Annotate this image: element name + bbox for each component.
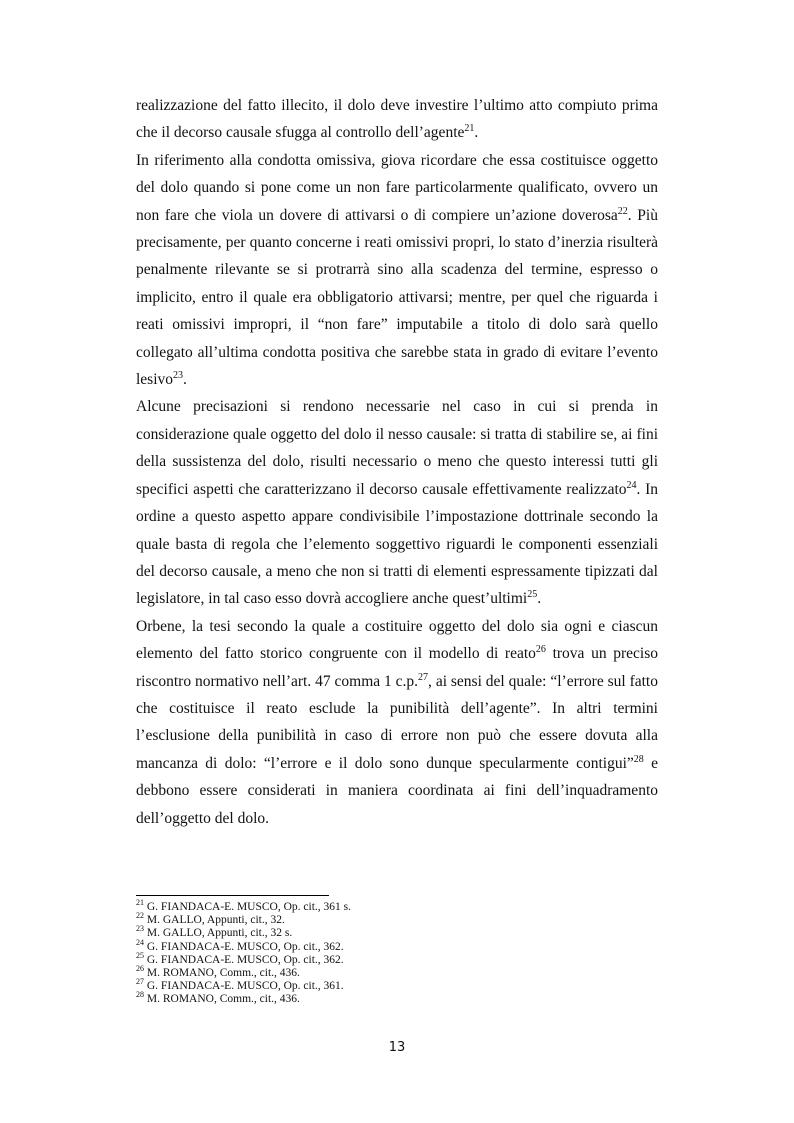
footnote-ref-22: 22	[617, 205, 628, 217]
footnote: $^{25}$ G. FIANDACA-E. MUSCO, Op. cit., 362.	[136, 950, 344, 966]
page-number: 13	[388, 1040, 406, 1055]
footnote-separator	[136, 895, 329, 896]
paragraph-1: realizzazione del fatto illecito, il dolo deve investire l’ultimo atto compiuto prima che il decorso causale sfugga al controllo dell’agente$^{21}$.	[136, 97, 658, 142]
footnote-ref-24: 24	[626, 479, 637, 491]
footnote: $^{22}$ M. GALLO, Appunti, cit., 32.	[136, 911, 285, 927]
footnote: $^{28}$ M. ROMANO, Comm., cit., 436.	[136, 990, 300, 1006]
paragraph-2: In riferimento alla condotta omissiva, giova ricordare che essa costituisce oggetto del dolo quando si pone come un non fare particolarmente qualificato, ovvero un non fare che viola un dovere di attivarsi o di compiere un’azione doverosa$^{22}$. Più precisamente, per quanto concerne i reati omissivi propri, lo stato d’inerzia risulterà penalmente rilevante se si protrarrà sino alla scadenza del termine, espresso o implicito, entro il quale era obbligatorio attivarsi; mentre, per quel che riguarda i reati omissivi impropri, il “non fare” imputabile a titolo di dolo sarà quello collegato all’ultima condotta positiva che sarebbe stata in grado di evitare l’evento lesivo$^{23}$.	[136, 151, 658, 389]
footnote: $^{23}$ M. GALLO, Appunti, cit., 32 s.	[136, 924, 293, 940]
footnote-ref-26: 26	[535, 643, 546, 655]
footnote: $^{26}$ M. ROMANO, Comm., cit., 436.	[136, 964, 300, 980]
footnote: $^{24}$ G. FIANDACA-E. MUSCO, Op. cit., 362.	[136, 937, 344, 953]
footnote-ref-21: 21	[464, 123, 475, 135]
footnotes	[136, 898, 658, 1007]
footnote-ref-28: 28	[633, 753, 644, 765]
paragraph-4: Orbene, la tesi secondo la quale a costituire oggetto del dolo sia ogni e ciascun elemento del fatto storico congruente con il modello di reato$^{26}$ trova un preciso riscontro normativo nell’art. 47 comma 1 c.p.$^{27}$, ai sensi del quale: “l’errore sul fatto che costituisce il reato esclude la punibilità dell’agente”. In altri termini l’esclusione della punibilità in caso di errore non può che essere dovuta alla mancanza di dolo: “l’errore e il dolo sono dunque specularmente contigui”$^{28}$ e debbono essere considerati in maniera coordinata ai fini dell’inquadramento dell’oggetto del dolo.	[136, 617, 658, 827]
footnote-ref-27: 27	[418, 671, 429, 683]
footnote: $^{21}$ G. FIANDACA-E. MUSCO, Op. cit., 361 s.	[136, 898, 352, 913]
body-text	[136, 92, 658, 832]
paragraph-3: Alcune precisazioni si rendono necessarie nel caso in cui si prenda in considerazione quale oggetto del dolo il nesso causale: si tratta di stabilire se, ai fini della sussistenza del dolo, risulti necessario o meno che questo interessi tutti gli specifici aspetti che caratterizzano il decorso causale effettivamente realizzato$^{24}$. In ordine a questo aspetto appare condivisibile l’impostazione dottrinale secondo la quale basta di regola che l’elemento soggettivo riguardi le componenti essenziali del decorso causale, a meno che non si tratti di elementi espressamente tipizzati dal legislatore, in tal caso esso dovrà accogliere anche quest’ultimi$^{25}$.	[136, 398, 658, 608]
footnote: $^{27}$ G. FIANDACA-E. MUSCO, Op. cit., 361.	[136, 977, 344, 993]
footnote-ref-23: 23	[173, 369, 184, 381]
footnote-ref-25: 25	[527, 589, 538, 601]
